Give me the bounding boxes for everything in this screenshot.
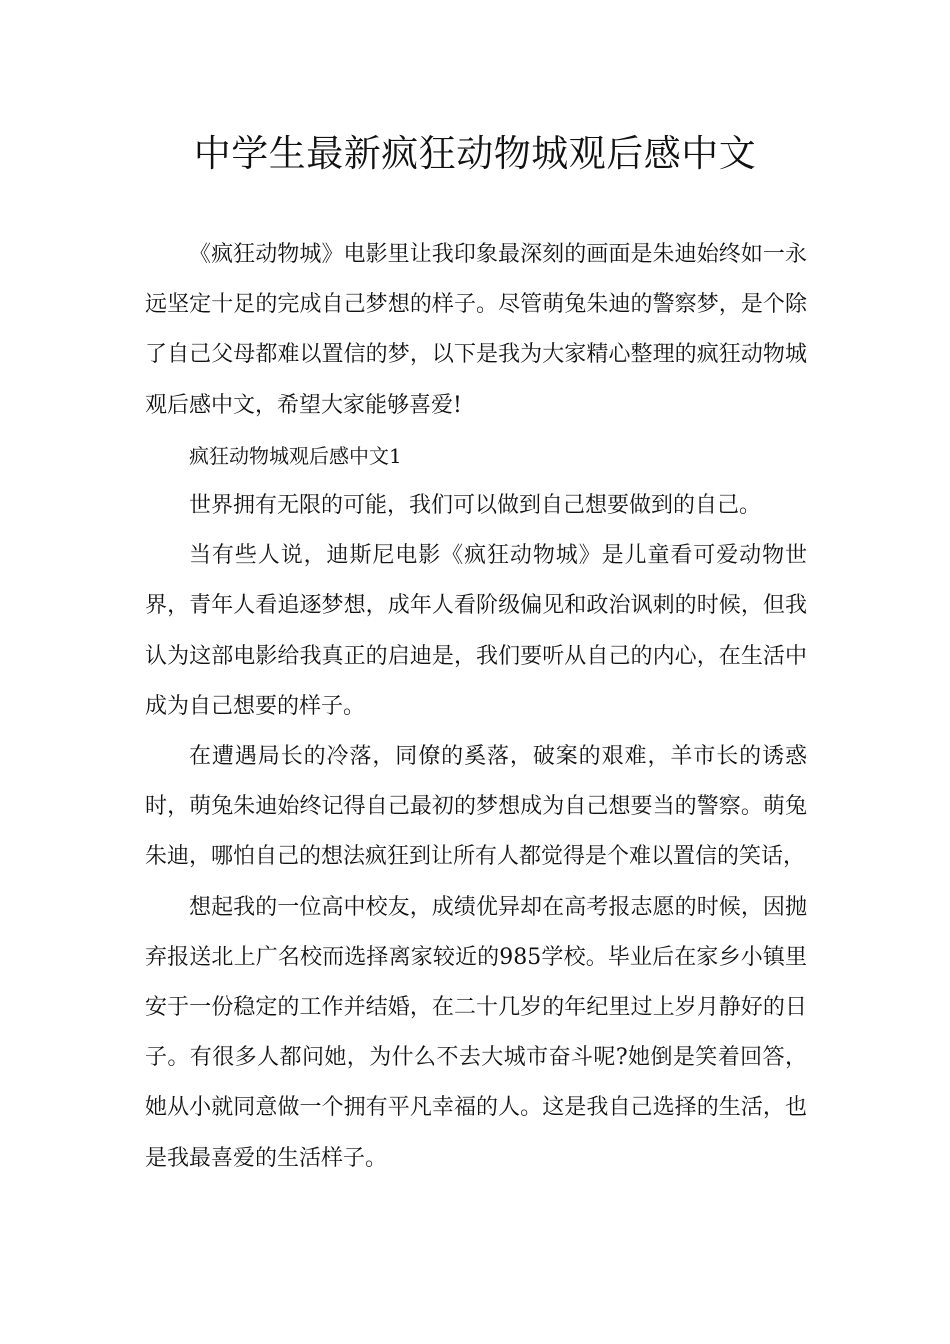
body-paragraph: 当有些人说，迪斯尼电影《疯狂动物城》是儿童看可爱动物世界，青年人看追逐梦想，成年人看阶级偏见和政治讽刺的时候，但我认为这部电影给我真正的启迪是，我们要听从自己的内心，在生活中成为自己想要的样子。 — [145, 543, 807, 719]
body-paragraph: 在遭遇局长的冷落，同僚的奚落，破案的艰难，羊市长的诱惑时，萌兔朱迪始终记得自己最初的梦想成为自己想要当的警察。萌兔朱迪，哪怕自己的想法疯狂到让所有人都觉得是个难以置信的笑话， — [145, 744, 807, 870]
body-paragraph: 世界拥有无限的可能，我们可以做到自己想要做到的自己。 — [189, 493, 762, 519]
intro-paragraph: 《疯狂动物城》电影里让我印象最深刻的画面是朱迪始终如一永远坚定十足的完成自己梦想的样子。尽管萌兔朱迪的警察梦，是个除了自己父母都难以置信的梦，以下是我为大家精心整理的疯狂动物城观后感中文，希望大家能够喜爱! — [145, 242, 807, 418]
body-paragraph: 想起我的一位高中校友，成绩优异却在高考报志愿的时候，因抛弃报送北上广名校而选择离家较近的985学校。毕业后在家乡小镇里安于一份稳定的工作并结婚，在二十几岁的年纪里过上岁月静好的日子。有很多人都问她，为什么不去大城市奋斗呢?她倒是笑着回答，她从小就同意做一个拥有平凡幸福的人。这是我自己选择的生活，也是我最喜爱的生活样子。 — [145, 894, 807, 1171]
section-heading: 疯狂动物城观后感中文1 — [189, 443, 402, 468]
document-body — [145, 230, 807, 1184]
document-title: 中学生最新疯狂动物城观后感中文 — [193, 132, 757, 175]
